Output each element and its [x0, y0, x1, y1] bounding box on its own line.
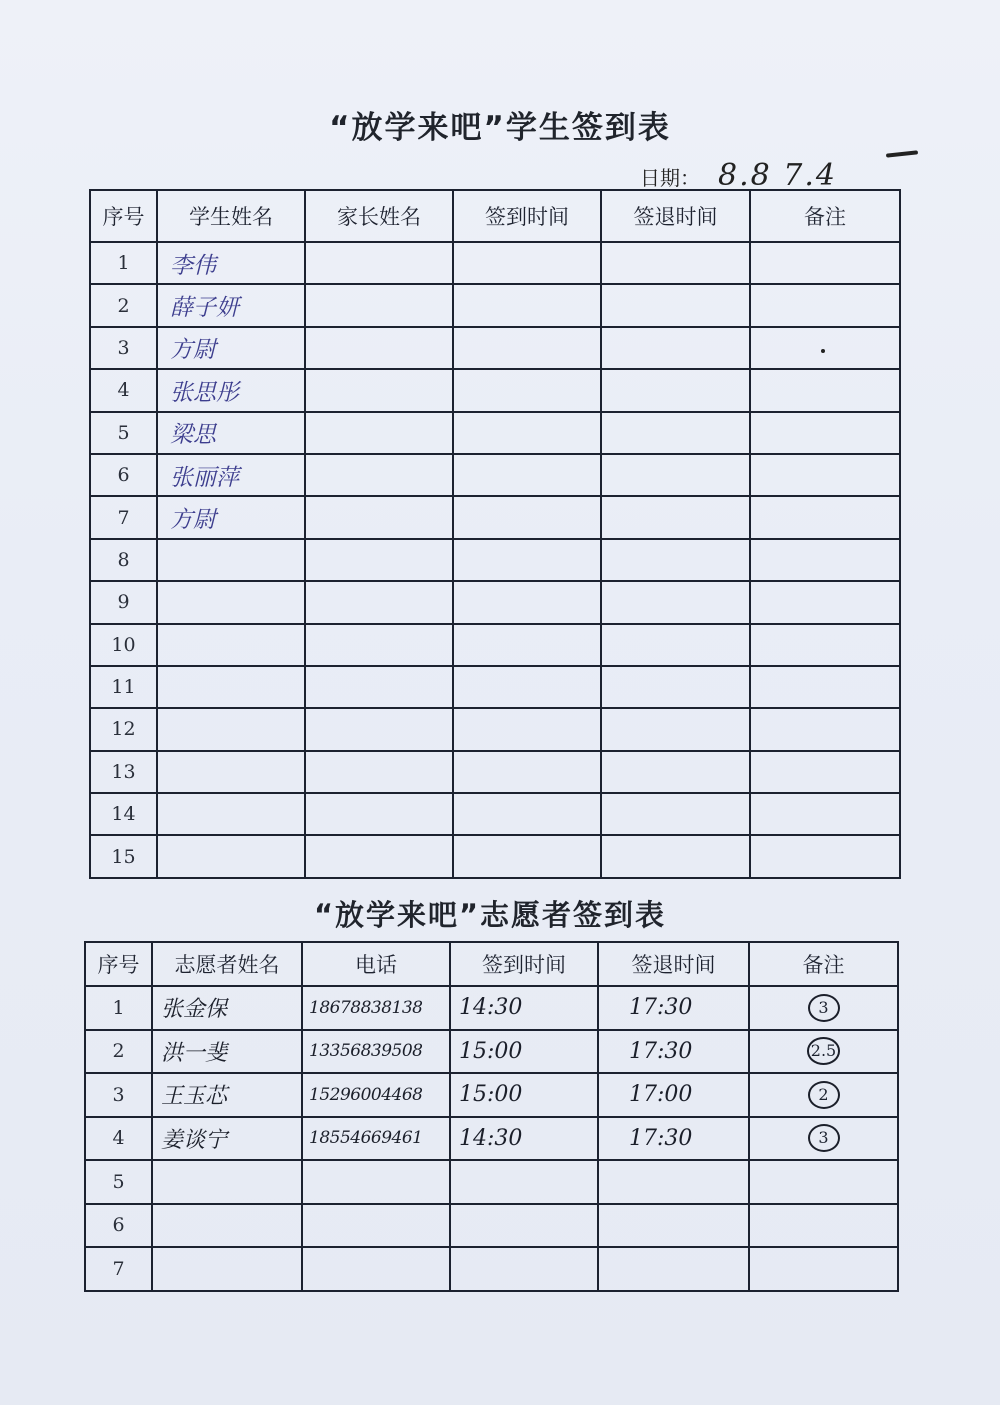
- parent-name-cell: [305, 751, 453, 793]
- signout-time-cell: [601, 539, 750, 581]
- table-row: [90, 284, 900, 326]
- col-header-no: 序号: [90, 190, 157, 242]
- signin-time-cell: [453, 284, 601, 326]
- volunteer-name-cell: 姜谈宁: [152, 1117, 302, 1161]
- table-header-row: [85, 942, 898, 986]
- row-number: 7: [90, 496, 157, 538]
- signout-time-cell: 17:30: [598, 986, 749, 1030]
- volunteer-name-cell: 张金保: [152, 986, 302, 1030]
- signout-time-cell: [601, 581, 750, 623]
- student-name-cell: [157, 835, 305, 877]
- volunteer-name-cell: [152, 1247, 302, 1291]
- parent-name-cell: [305, 835, 453, 877]
- signin-time-cell: [453, 496, 601, 538]
- row-number: 7: [85, 1247, 152, 1291]
- signout-time-cell: [601, 369, 750, 411]
- remarks-cell: [750, 581, 900, 623]
- remarks-cell: [749, 1204, 898, 1248]
- signin-time-cell: 15:00: [450, 1030, 598, 1074]
- row-number: 10: [90, 624, 157, 666]
- signin-time-cell: [453, 708, 601, 750]
- col-header-signin-time: 签到时间: [453, 190, 601, 242]
- col-header-remarks: 备注: [750, 190, 900, 242]
- row-number: 13: [90, 751, 157, 793]
- table-row: [85, 1204, 898, 1248]
- row-number: 1: [85, 986, 152, 1030]
- date-value: 8.8 7.4: [718, 158, 837, 193]
- remarks-cell: [750, 793, 900, 835]
- student-signin-table: [89, 189, 901, 879]
- student-name-cell: 梁思: [157, 412, 305, 454]
- volunteer-name-cell: 洪一斐: [152, 1030, 302, 1074]
- signin-time-cell: 15:00: [450, 1073, 598, 1117]
- col-header-no: 序号: [85, 942, 152, 986]
- row-number: 4: [85, 1117, 152, 1161]
- signout-time-cell: [601, 624, 750, 666]
- parent-name-cell: [305, 539, 453, 581]
- phone-cell: 15296004468: [302, 1073, 450, 1117]
- signout-time-cell: [601, 496, 750, 538]
- remarks-cell: [749, 1030, 898, 1074]
- parent-name-cell: [305, 242, 453, 284]
- signout-time-cell: 17:30: [598, 1117, 749, 1161]
- table-row: [90, 412, 900, 454]
- remarks-cell: [750, 708, 900, 750]
- row-number: 5: [90, 412, 157, 454]
- signout-time-cell: 17:30: [598, 1030, 749, 1074]
- signin-time-cell: [453, 793, 601, 835]
- row-number: 6: [90, 454, 157, 496]
- signin-time-cell: [453, 454, 601, 496]
- table-row: [90, 496, 900, 538]
- row-number: 8: [90, 539, 157, 581]
- signout-time-cell: [598, 1204, 749, 1248]
- signout-time-cell: [601, 242, 750, 284]
- volunteer-signin-table: [84, 941, 899, 1292]
- parent-name-cell: [305, 666, 453, 708]
- parent-name-cell: [305, 327, 453, 369]
- col-header-phone: 电话: [302, 942, 450, 986]
- date-field: [640, 158, 837, 193]
- table-row: [90, 751, 900, 793]
- remarks-cell: [749, 1160, 898, 1204]
- table-row: [85, 1247, 898, 1291]
- parent-name-cell: [305, 412, 453, 454]
- row-number: 1: [90, 242, 157, 284]
- parent-name-cell: [305, 581, 453, 623]
- row-number: 2: [90, 284, 157, 326]
- remarks-cell: [749, 986, 898, 1030]
- table-row: [85, 1117, 898, 1161]
- signout-time-cell: [601, 835, 750, 877]
- signout-time-cell: [598, 1247, 749, 1291]
- row-number: 5: [85, 1160, 152, 1204]
- remarks-cell: [749, 1247, 898, 1291]
- student-name-cell: 张丽萍: [157, 454, 305, 496]
- signout-time-cell: [601, 412, 750, 454]
- parent-name-cell: [305, 454, 453, 496]
- table-row: [90, 581, 900, 623]
- row-number: 9: [90, 581, 157, 623]
- pen-mark: [886, 150, 918, 157]
- remarks-cell: [750, 496, 900, 538]
- parent-name-cell: [305, 496, 453, 538]
- parent-name-cell: [305, 793, 453, 835]
- signin-time-cell: [453, 369, 601, 411]
- remarks-cell: [750, 369, 900, 411]
- signin-time-cell: [453, 242, 601, 284]
- signin-time-cell: 14:30: [450, 986, 598, 1030]
- signin-time-cell: [450, 1160, 598, 1204]
- signin-time-cell: [450, 1247, 598, 1291]
- row-number: 3: [85, 1073, 152, 1117]
- hours-circled: 2.5: [807, 1037, 840, 1065]
- student-name-cell: [157, 624, 305, 666]
- row-number: 3: [90, 327, 157, 369]
- remarks-cell: [750, 666, 900, 708]
- volunteer-name-cell: [152, 1160, 302, 1204]
- signout-time-cell: [601, 793, 750, 835]
- volunteer-sheet-title: “放学来吧”志愿者签到表: [313, 898, 667, 932]
- student-name-cell: [157, 581, 305, 623]
- row-number: 4: [90, 369, 157, 411]
- row-number: 14: [90, 793, 157, 835]
- volunteer-name-cell: [152, 1204, 302, 1248]
- remarks-cell: [750, 539, 900, 581]
- signin-time-cell: [453, 666, 601, 708]
- table-row: [85, 986, 898, 1030]
- student-name-cell: 薛子妍: [157, 284, 305, 326]
- remarks-cell: [750, 751, 900, 793]
- parent-name-cell: [305, 708, 453, 750]
- table-row: [90, 242, 900, 284]
- table-row: [90, 708, 900, 750]
- student-name-cell: 李伟: [157, 242, 305, 284]
- table-row: [90, 666, 900, 708]
- volunteer-name-cell: 王玉芯: [152, 1073, 302, 1117]
- col-header-parent-name: 家长姓名: [305, 190, 453, 242]
- remarks-cell: [749, 1117, 898, 1161]
- table-row: [90, 327, 900, 369]
- row-number: 12: [90, 708, 157, 750]
- remarks-cell: [750, 454, 900, 496]
- student-name-cell: 方尉: [157, 327, 305, 369]
- table-row: [90, 793, 900, 835]
- hours-circled: 3: [808, 1124, 840, 1152]
- col-header-remarks: 备注: [749, 942, 898, 986]
- remarks-cell: [750, 835, 900, 877]
- remarks-cell: [750, 412, 900, 454]
- table-row: [90, 624, 900, 666]
- row-number: 2: [85, 1030, 152, 1074]
- student-sheet-title: “放学来吧”学生签到表: [329, 110, 671, 146]
- signout-time-cell: [601, 708, 750, 750]
- signout-time-cell: [601, 284, 750, 326]
- phone-cell: [302, 1247, 450, 1291]
- student-name-cell: [157, 539, 305, 581]
- phone-cell: [302, 1160, 450, 1204]
- signout-time-cell: [598, 1160, 749, 1204]
- parent-name-cell: [305, 284, 453, 326]
- col-header-signout-time: 签退时间: [598, 942, 749, 986]
- remarks-cell: [750, 624, 900, 666]
- student-name-cell: [157, 793, 305, 835]
- col-header-signout-time: 签退时间: [601, 190, 750, 242]
- student-name-cell: [157, 708, 305, 750]
- student-name-cell: [157, 751, 305, 793]
- signin-time-cell: [453, 412, 601, 454]
- signout-time-cell: [601, 666, 750, 708]
- hours-circled: 2: [808, 1081, 840, 1109]
- signin-time-cell: [450, 1204, 598, 1248]
- signout-time-cell: 17:00: [598, 1073, 749, 1117]
- date-label: 日期：: [640, 166, 700, 190]
- table-row: [85, 1030, 898, 1074]
- remarks-cell: [750, 284, 900, 326]
- signin-time-cell: [453, 624, 601, 666]
- parent-name-cell: [305, 624, 453, 666]
- table-row: [90, 369, 900, 411]
- row-number: 11: [90, 666, 157, 708]
- table-row: [85, 1073, 898, 1117]
- col-header-volunteer-name: 志愿者姓名: [152, 942, 302, 986]
- table-row: [90, 454, 900, 496]
- remarks-cell: [750, 327, 900, 369]
- ink-dot: [821, 349, 825, 353]
- signout-time-cell: [601, 454, 750, 496]
- hours-circled: 3: [808, 994, 840, 1022]
- table-row: [90, 539, 900, 581]
- student-name-cell: [157, 666, 305, 708]
- signin-time-cell: [453, 751, 601, 793]
- phone-cell: 18678838138: [302, 986, 450, 1030]
- signin-time-cell: [453, 835, 601, 877]
- parent-name-cell: [305, 369, 453, 411]
- table-row: [90, 835, 900, 877]
- table-header-row: [90, 190, 900, 242]
- table-row: [85, 1160, 898, 1204]
- signin-time-cell: [453, 581, 601, 623]
- student-name-cell: 方尉: [157, 496, 305, 538]
- student-name-cell: 张思彤: [157, 369, 305, 411]
- col-header-signin-time: 签到时间: [450, 942, 598, 986]
- row-number: 15: [90, 835, 157, 877]
- signin-time-cell: [453, 327, 601, 369]
- phone-cell: 13356839508: [302, 1030, 450, 1074]
- phone-cell: [302, 1204, 450, 1248]
- signin-time-cell: [453, 539, 601, 581]
- remarks-cell: [750, 242, 900, 284]
- row-number: 6: [85, 1204, 152, 1248]
- col-header-student-name: 学生姓名: [157, 190, 305, 242]
- remarks-cell: [749, 1073, 898, 1117]
- signout-time-cell: [601, 327, 750, 369]
- phone-cell: 18554669461: [302, 1117, 450, 1161]
- signout-time-cell: [601, 751, 750, 793]
- signin-time-cell: 14:30: [450, 1117, 598, 1161]
